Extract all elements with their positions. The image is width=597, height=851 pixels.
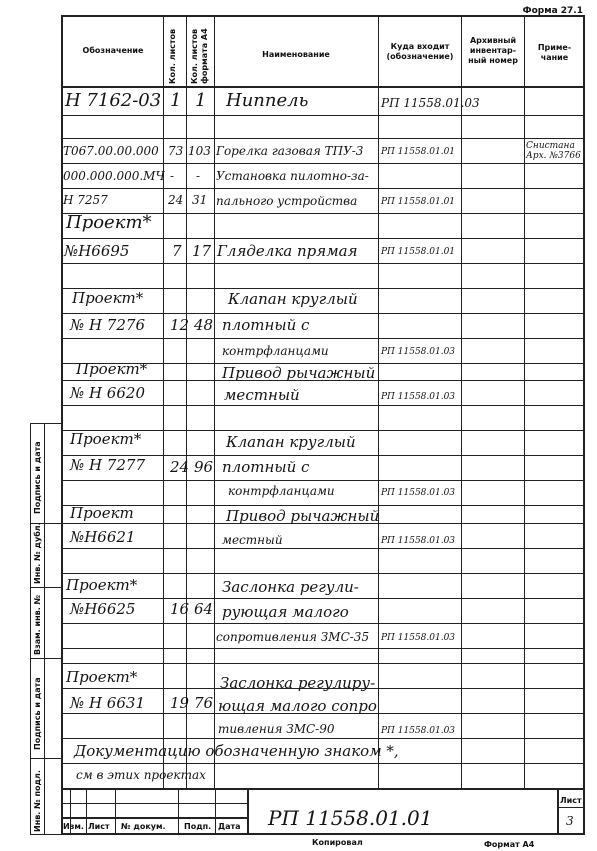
- row-20-name: ющая малого сопро: [218, 697, 377, 715]
- row-3-designation: Н 7257: [63, 193, 108, 207]
- row-5-a4: 17: [192, 242, 212, 260]
- row-4-designation: Проект*: [66, 212, 152, 233]
- header-note: Приме-чание: [537, 43, 572, 62]
- tb-signature: Подп.: [184, 822, 212, 831]
- row-7-name: плотный с: [222, 316, 310, 334]
- row-0-sheets: 1: [170, 90, 182, 111]
- row-12-designation: № Н 7277: [70, 456, 145, 474]
- row-8-included-in: РП 11558.01.03: [381, 347, 456, 357]
- row-7-sheets: 12: [170, 316, 190, 334]
- side-label-sig-date-top: Подпись и дата: [33, 441, 42, 514]
- row-20-sheets: 19: [170, 694, 190, 712]
- row-12-a4: 96: [194, 458, 214, 476]
- row-3-a4: 31: [192, 193, 208, 207]
- row-20-designation: № Н 6631: [70, 694, 145, 712]
- row-10-name: местный: [224, 386, 300, 404]
- tb-document-code: РП 11558.01.01: [268, 806, 433, 830]
- header-name: Наименование: [262, 50, 330, 59]
- side-label-sig-date-bottom: Подпись и дата: [33, 677, 42, 750]
- row-0-designation: Н 7162-03: [65, 90, 162, 111]
- row-1-sheets: 73: [168, 144, 184, 158]
- tb-doc-no: № докум.: [121, 822, 166, 831]
- row-1-name: Горелка газовая ТПУ-3: [216, 144, 364, 158]
- row-9-name: Привод рычажный: [222, 364, 376, 382]
- row-11-designation: Проект*: [70, 430, 142, 448]
- footnote-line-1: Документацию обозначенную знаком *,: [74, 742, 399, 760]
- row-13-name: контрфланцами: [228, 484, 335, 498]
- row-15-designation: №Н6621: [70, 528, 136, 546]
- row-19-name: Заслонка регулиру-: [220, 674, 376, 692]
- row-3-included-in: РП 11558.01.01: [381, 197, 456, 207]
- tb-sheet: Лист: [88, 822, 110, 831]
- row-1-note: Снистана Арх. №3766: [526, 141, 581, 161]
- tb-change: Изм.: [63, 822, 84, 831]
- row-14-name: Привод рычажный: [226, 507, 380, 525]
- row-13-included-in: РП 11558.01.03: [381, 488, 456, 498]
- row-15-name: местный: [222, 533, 283, 547]
- footnote-line-2: см в этих проектах: [76, 768, 206, 782]
- row-12-sheets: 24: [170, 458, 190, 476]
- side-label-swap-inv: Взам. инв. №: [33, 594, 42, 655]
- row-2-name: Установка пилотно-за-: [216, 169, 369, 183]
- header-a4-sheets: Кол. листов формата А4: [190, 28, 209, 84]
- row-2-sheets: -: [170, 169, 175, 183]
- row-18-included-in: РП 11558.01.03: [381, 633, 456, 643]
- row-5-included-in: РП 11558.01.01: [381, 247, 456, 257]
- row-17-name: рующая малого: [222, 603, 349, 621]
- row-9-designation: Проект*: [76, 360, 148, 378]
- tb-sheet-label: Лист: [560, 796, 582, 805]
- row-5-sheets: 7: [172, 242, 182, 260]
- row-5-name: Гляделка прямая: [217, 242, 358, 260]
- row-0-included-in: РП 11558.01.03: [381, 96, 480, 110]
- header-designation: Обозначение: [82, 46, 144, 55]
- row-3-name: пального устройства: [216, 194, 358, 208]
- row-21-included-in: РП 11558.01.03: [381, 726, 456, 736]
- row-2-a4: -: [196, 169, 201, 183]
- row-0-name: Ниппель: [226, 90, 309, 111]
- format-label: Формат А4: [484, 840, 535, 849]
- form-label: Форма 27.1: [522, 6, 583, 16]
- side-label-inv-dup: Инв. № дубл.: [33, 522, 42, 584]
- row-1-a4: 103: [188, 144, 211, 158]
- row-8-name: контрфланцами: [222, 344, 329, 358]
- row-16-name: Заслонка регули-: [222, 578, 359, 596]
- row-17-sheets: 16: [170, 600, 190, 618]
- side-label-inv-orig: Инв. № подл.: [33, 770, 42, 832]
- row-10-included-in: РП 11558.01.03: [381, 392, 456, 402]
- row-6-name: Клапан круглый: [228, 290, 358, 308]
- row-17-designation: №Н6625: [70, 600, 136, 618]
- row-16-designation: Проект*: [66, 576, 138, 594]
- row-6-designation: Проект*: [72, 289, 144, 307]
- tb-date: Дата: [218, 822, 241, 831]
- row-1-included-in: РП 11558.01.01: [381, 147, 456, 157]
- copied-label: Копировал: [312, 838, 363, 847]
- row-17-a4: 64: [194, 600, 214, 618]
- header-archive-number: Архивный инвентар-ный номер: [468, 36, 518, 65]
- row-20-a4: 76: [194, 694, 214, 712]
- row-11-name: Клапан круглый: [226, 433, 356, 451]
- row-21-name: тивления ЗМС-90: [218, 722, 335, 736]
- header-sheets-count: Кол. листов: [168, 28, 177, 84]
- row-18-name: сопротивления ЗМС-35: [216, 630, 370, 644]
- row-10-designation: № Н 6620: [70, 384, 145, 402]
- row-2-designation: 000.000.000.МЧ: [63, 169, 165, 183]
- row-7-a4: 48: [194, 316, 214, 334]
- row-14-designation: Проект: [70, 504, 134, 522]
- row-12-name: плотный с: [222, 458, 310, 476]
- tb-sheet-number: 3: [566, 814, 574, 828]
- row-7-designation: № Н 7276: [70, 316, 145, 334]
- row-19-designation: Проект*: [66, 668, 138, 686]
- row-3-sheets: 24: [168, 193, 184, 207]
- row-1-designation: Т067.00.00.000: [63, 144, 159, 158]
- row-15-included-in: РП 11558.01.03: [381, 536, 456, 546]
- row-0-a4: 1: [195, 90, 207, 111]
- header-included-in: Куда входит (обозначение): [386, 42, 454, 61]
- row-5-designation: №Н6695: [64, 242, 130, 260]
